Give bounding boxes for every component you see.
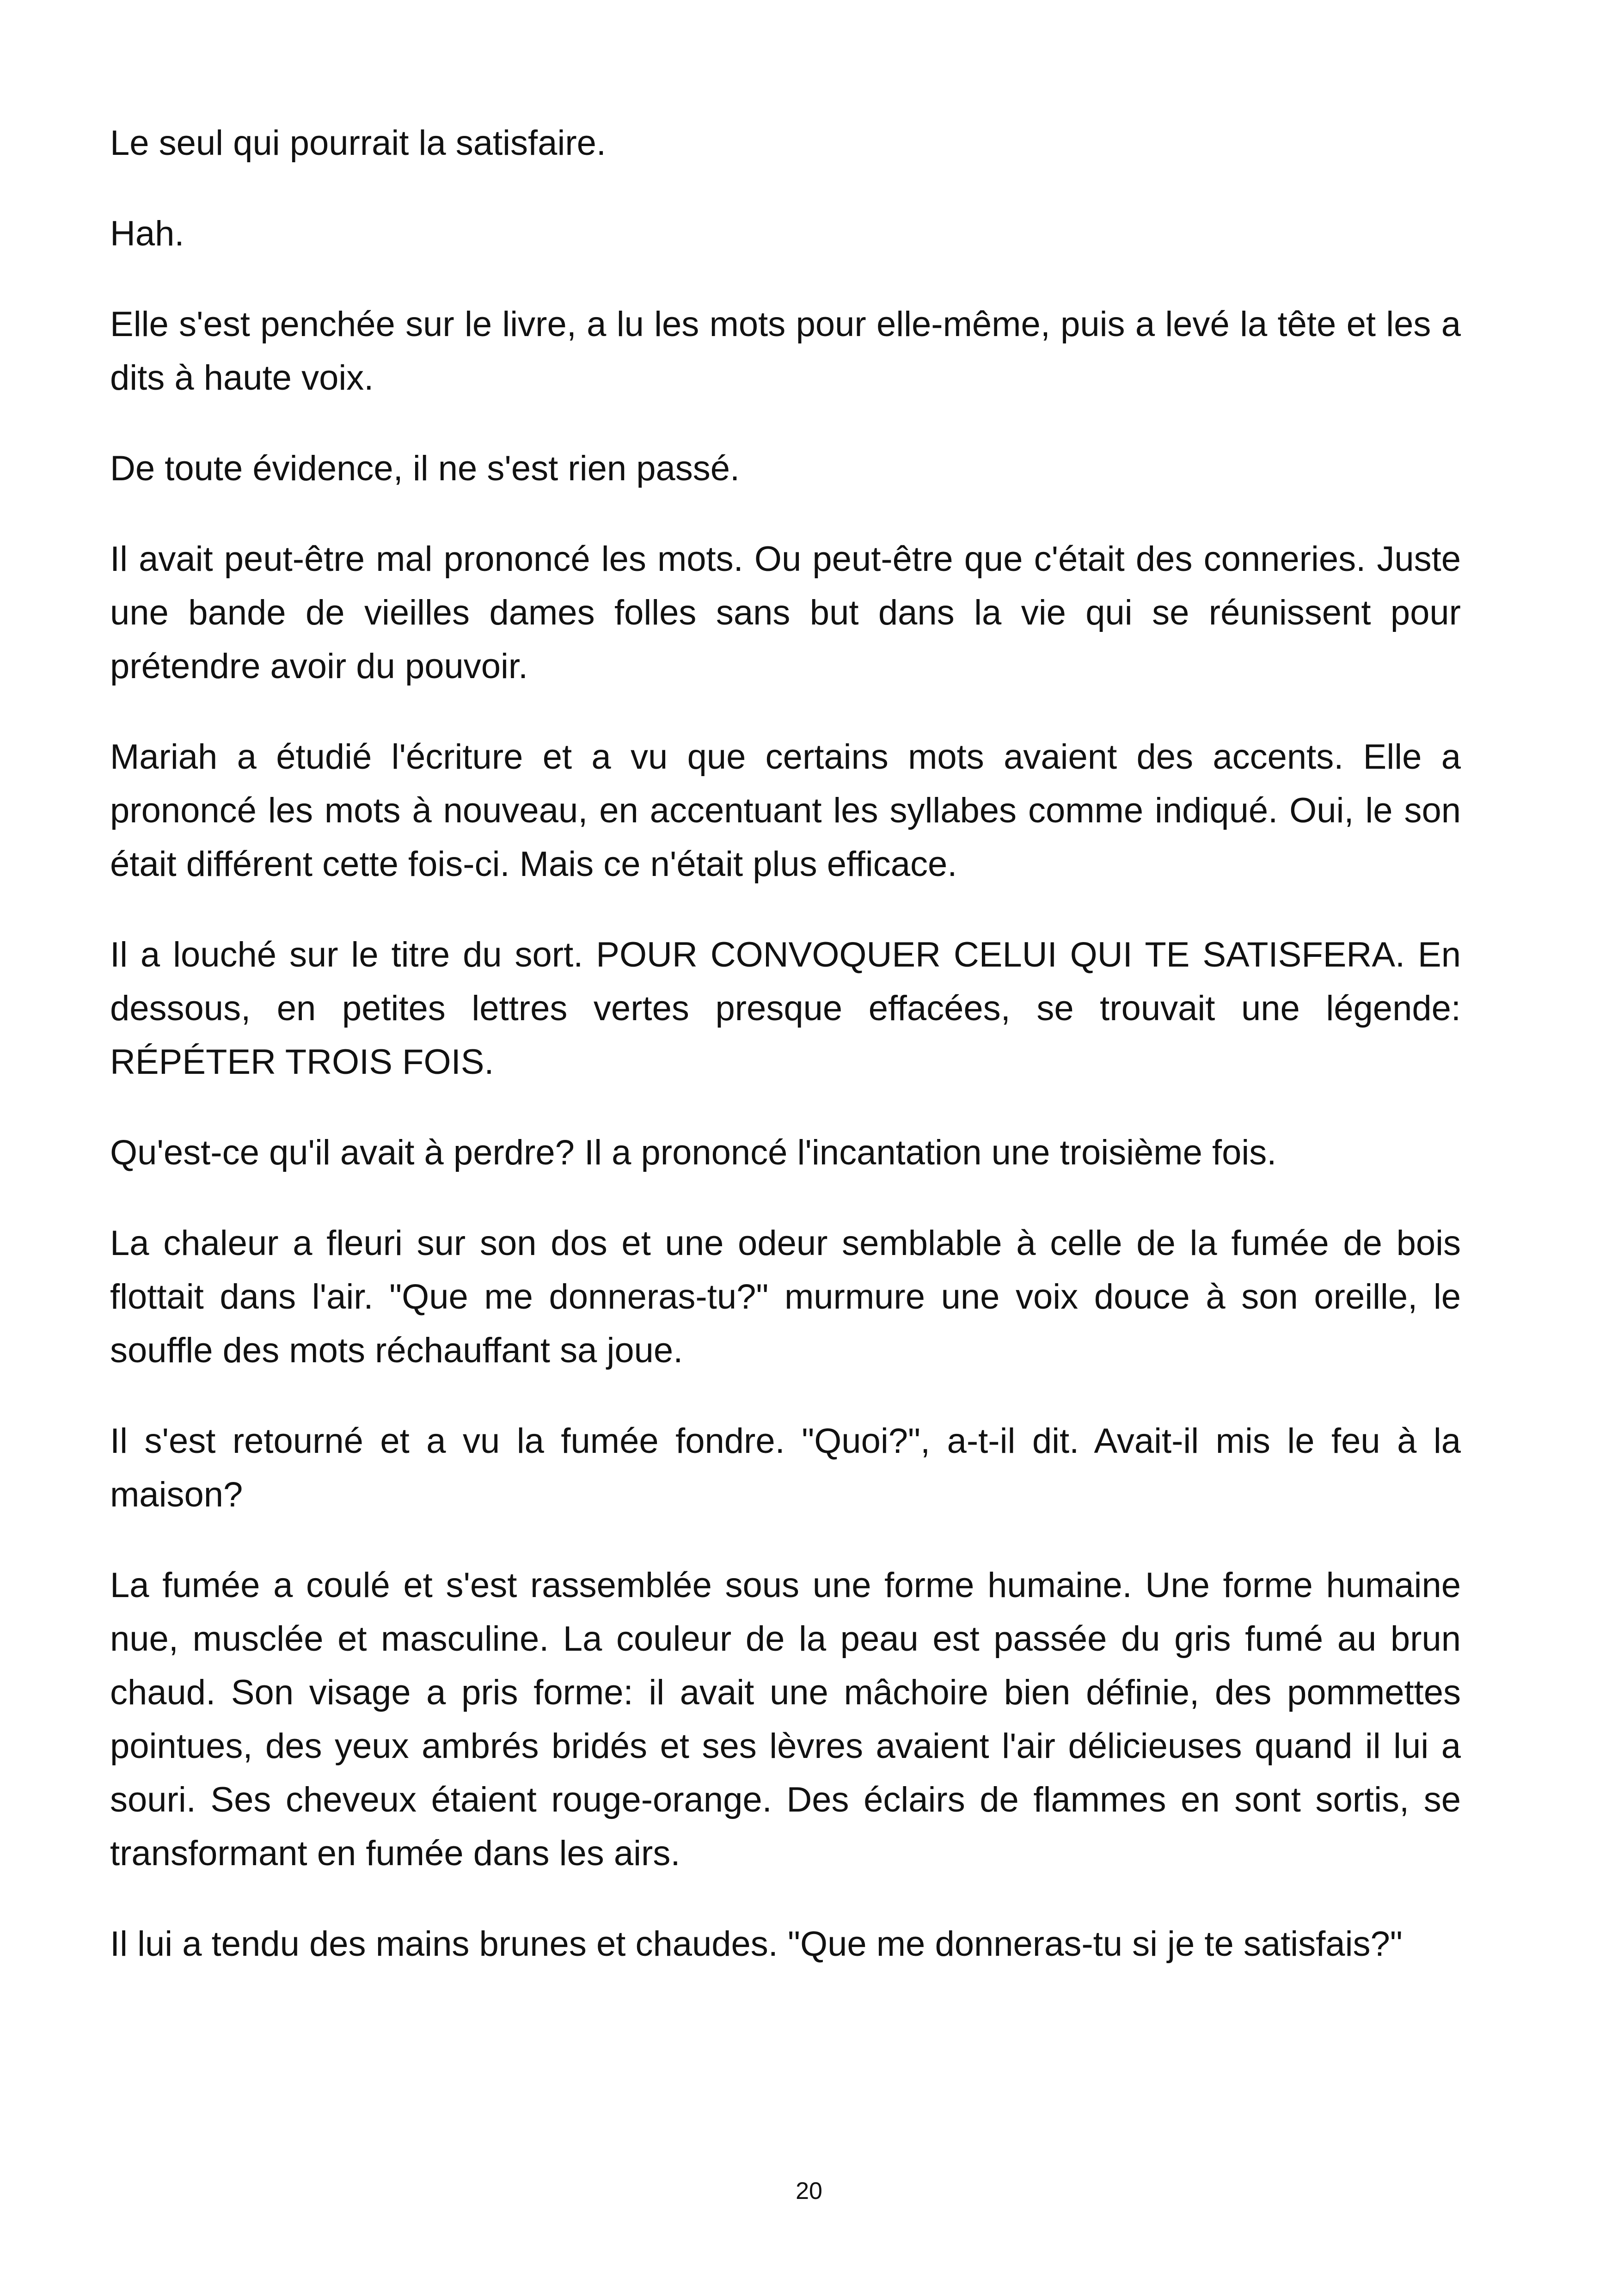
body-text xyxy=(110,116,1461,2008)
paragraph: La fumée a coulé et s'est rassemblée sous une forme humaine. Une forme humaine nue, musclée et masculine. La couleur de la peau est passée du gris fumé au brun chaud. Son visage a pris forme: il avait une mâchoire bien définie, des pommettes pointues, des yeux ambrés bridés et ses lèvres avaient l'air délicieuses quand il lui a souri. Ses cheveux étaient rouge-orange. Des éclairs de flammes en sont sortis, se transformant en fumée dans les airs. xyxy=(110,1566,1461,1873)
paragraph: La chaleur a fleuri sur son dos et une odeur semblable à celle de la fumée de bois flottait dans l'air. "Que me donneras-tu?" murmure une voix douce à son oreille, le souffle des mots réchauffant sa joue. xyxy=(110,1224,1461,1370)
paragraph: De toute évidence, il ne s'est rien passé. xyxy=(110,449,740,488)
paragraph: Il lui a tendu des mains brunes et chaudes. "Que me donneras-tu si je te satisfais?" xyxy=(110,1924,1403,1964)
page-number: 20 xyxy=(796,2178,822,2204)
paragraph: Elle s'est penchée sur le livre, a lu les mots pour elle-même, puis a levé la tête et les a dits à haute voix. xyxy=(110,305,1461,398)
paragraph: Le seul qui pourrait la satisfaire. xyxy=(110,123,607,163)
paragraph: Il s'est retourné et a vu la fumée fondre. "Quoi?", a-t-il dit. Avait-il mis le feu à la maison? xyxy=(110,1421,1461,1514)
paragraph: Qu'est-ce qu'il avait à perdre? Il a prononcé l'incantation une troisième fois. xyxy=(110,1133,1277,1172)
paragraph: Mariah a étudié l'écriture et a vu que certains mots avaient des accents. Elle a prononcé les mots à nouveau, en accentuant les syllabes comme indiqué. Oui, le son était différent cette fois-ci. Mais ce n'était plus efficace. xyxy=(110,737,1461,884)
paragraph: Il avait peut-être mal prononcé les mots. Ou peut-être que c'était des conneries. Juste une bande de vieilles dames folles sans but dans la vie qui se réunissent pour prétendre avoir du pouvoir. xyxy=(110,539,1461,686)
paragraph: Il a louché sur le titre du sort. POUR CONVOQUER CELUI QUI TE SATISFERA. En dessous, en petites lettres vertes presque effacées, se trouvait une légende: RÉPÉTER TROIS FOIS. xyxy=(110,935,1461,1082)
paragraph: Hah. xyxy=(110,214,184,253)
